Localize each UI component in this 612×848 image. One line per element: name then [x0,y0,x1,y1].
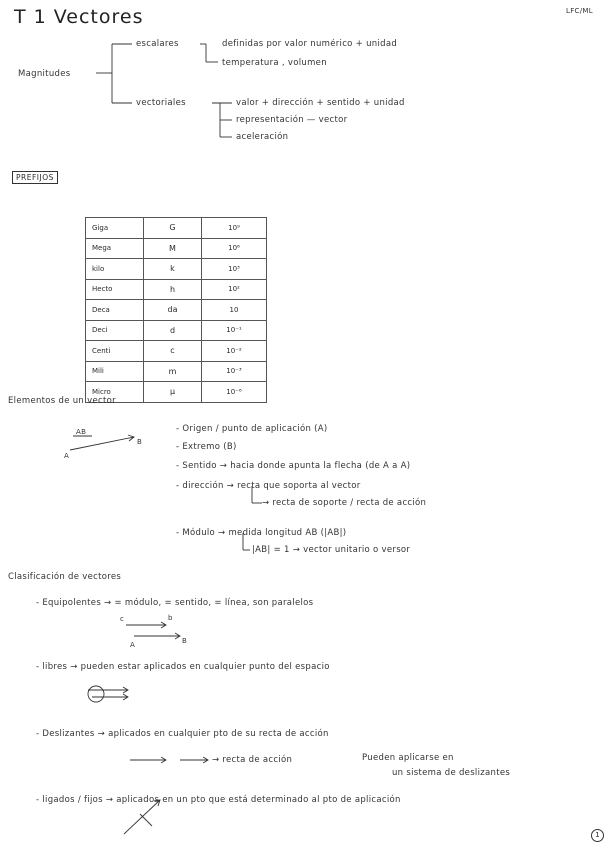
vectoriales-definition: valor + dirección + sentido + unidad [236,98,405,108]
prefix-symbol: d [144,320,202,341]
vectoriales-example: aceleración [236,132,289,142]
prefix-symbol: G [144,218,202,239]
prefix-name: Mega [86,238,144,259]
deslizantes-text: - Deslizantes → aplicados en cualquier pto de su recta de acción [36,729,329,739]
prefixes-table [85,217,267,403]
equipolentes-text: - Equipolentes → = módulo, = sentido, = línea, son paralelos [36,598,314,608]
prefix-power: 10⁻³ [202,361,267,382]
prefix-power: 10⁻¹ [202,320,267,341]
deslizantes-note2: un sistema de deslizantes [392,768,511,778]
vectoriales-label: vectoriales [136,98,186,108]
equipolentes-b2-label: B [182,637,188,645]
equipolentes-a-label: A [130,641,136,649]
prefix-power: 10³ [202,259,267,280]
prefix-name: Centi [86,341,144,362]
escalares-definition: definidas por valor numérico + unidad [222,39,398,49]
corner-note: LFC/ML [566,7,593,15]
origen-text: - Origen / punto de aplicación (A) [176,424,328,434]
prefix-power: 10² [202,279,267,300]
direccion-text: - dirección → recta que soporta al vector [176,481,361,491]
prefix-row [86,341,267,362]
escalares-examples: temperatura , volumen [222,58,327,68]
sentido-text: - Sentido → hacia donde apunta la flecha (de A a A) [176,461,411,471]
vectoriales-representation: representación — vector [236,115,348,125]
prefix-name: Giga [86,218,144,239]
prefix-name: kilo [86,259,144,280]
prefix-row [86,259,267,280]
modulo-text: - Módulo → medida longitud AB (|AB|) [176,528,347,538]
prefix-power: 10⁹ [202,218,267,239]
prefix-symbol: da [144,300,202,321]
libres-text: - libres → pueden estar aplicados en cualquier punto del espacio [36,662,330,672]
extremo-text: - Extremo (B) [176,442,237,452]
prefix-symbol: μ [144,382,202,403]
point-b-label: B [137,438,143,446]
prefix-power: 10 [202,300,267,321]
prefix-row [86,279,267,300]
prefix-power: 10⁻⁶ [202,382,267,403]
prefix-symbol: M [144,238,202,259]
page-number: 1 [591,829,604,842]
prefix-row [86,218,267,239]
equipolentes-c-label: c [120,615,125,623]
prefix-name: Deca [86,300,144,321]
prefix-row [86,320,267,341]
prefixes-heading: PREFIJOS [12,171,58,184]
page-title: T 1 Vectores [14,6,144,28]
prefix-symbol: m [144,361,202,382]
escalares-label: escalares [136,39,179,49]
prefix-row [86,361,267,382]
prefix-power: 10⁻² [202,341,267,362]
vector-ab-label: AB [76,428,87,436]
prefix-name: Deci [86,320,144,341]
modulo-secondary: |AB| = 1 → vector unitario o versor [252,545,411,555]
elements-heading: Elementos de un vector [8,396,116,406]
prefix-symbol: c [144,341,202,362]
prefix-power: 10⁶ [202,238,267,259]
prefix-row [86,238,267,259]
deslizantes-recta: → recta de acción [212,755,293,765]
prefix-name: Mili [86,361,144,382]
prefix-row [86,300,267,321]
deslizantes-note1: Pueden aplicarse en [362,753,454,763]
classification-heading: Clasificación de vectores [8,572,122,582]
direccion-secondary: → recta de soporte / recta de acción [262,498,427,508]
equipolentes-b-label: b [168,614,173,622]
prefix-symbol: k [144,259,202,280]
point-a-label: A [64,452,70,460]
ligados-text: - ligados / fijos → aplicados en un pto que está determinado al pto de aplicación [36,795,401,805]
prefix-symbol: h [144,279,202,300]
prefix-name: Micro [86,382,144,403]
magnitudes-root: Magnitudes [18,69,71,79]
prefix-name: Hecto [86,279,144,300]
